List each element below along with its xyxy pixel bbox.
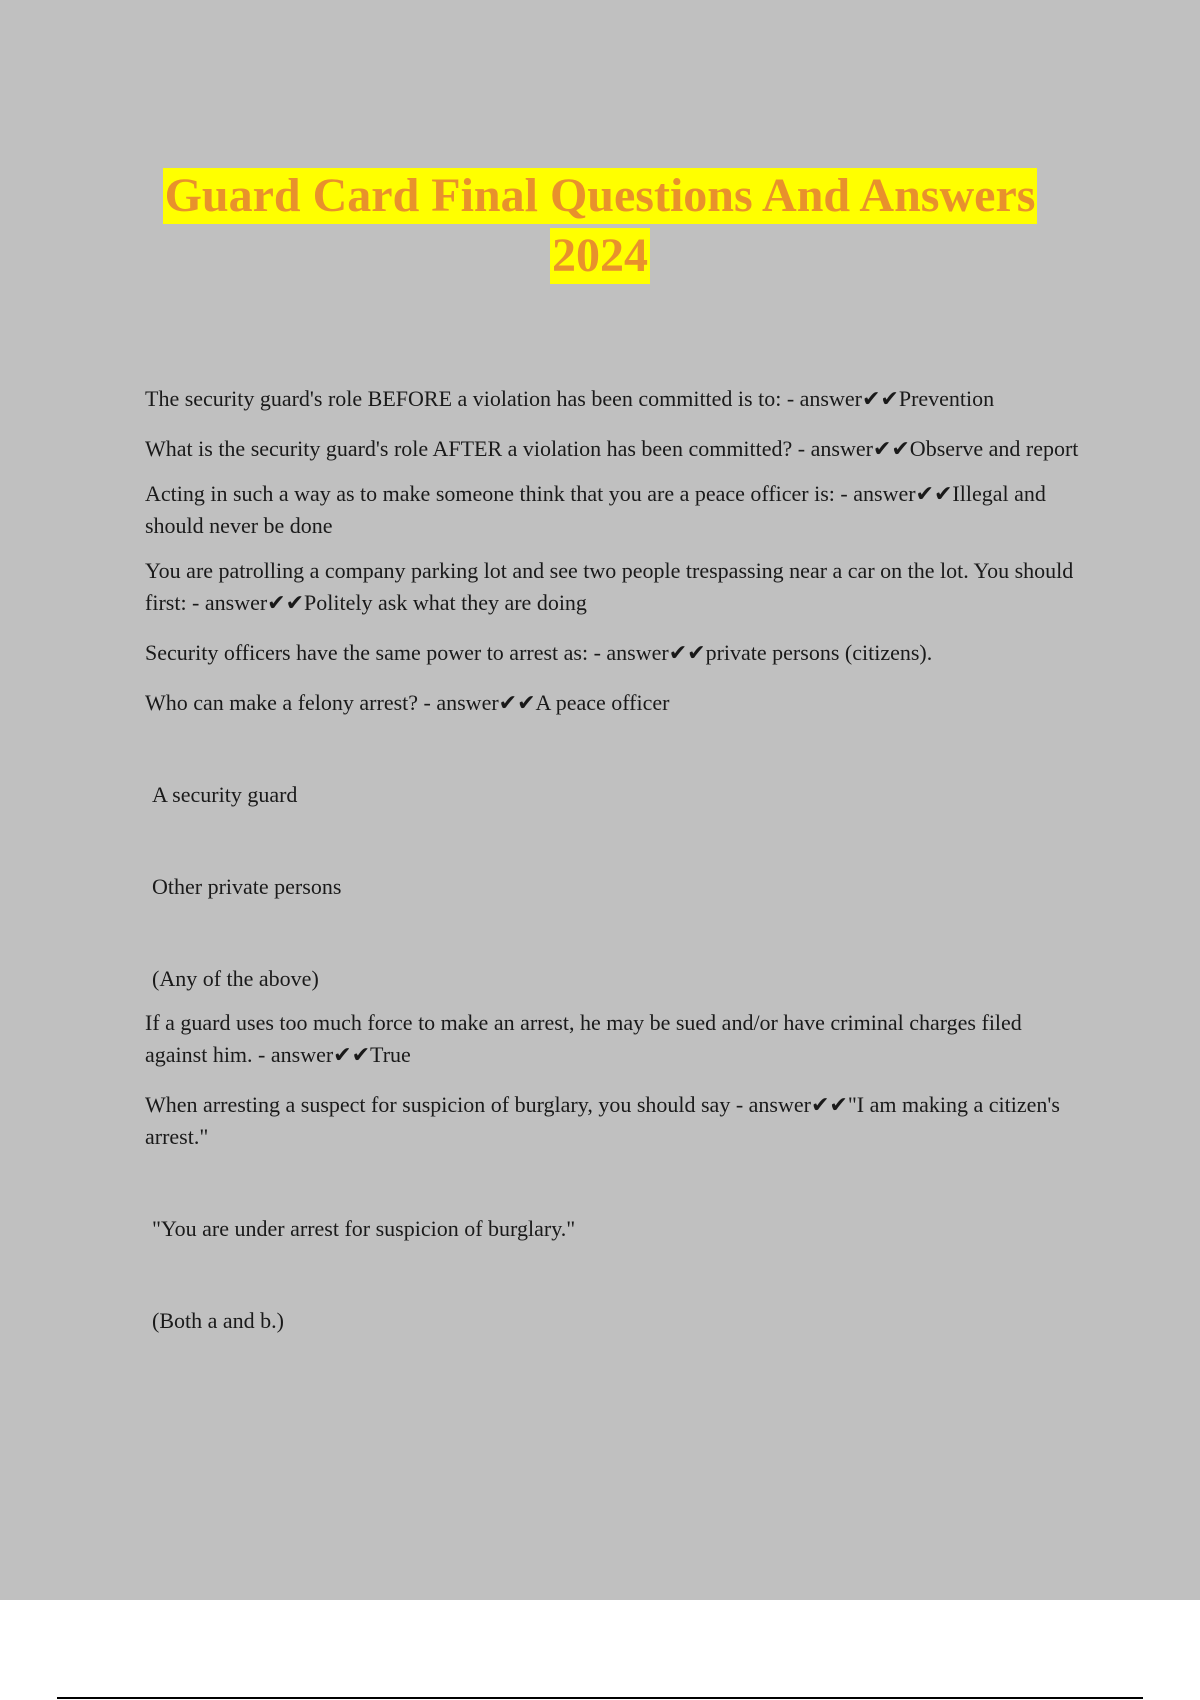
qa-item: If a guard uses too much force to make an arrest, he may be sued and/or have criminal charges filed against him. - answer✔✔True bbox=[145, 1010, 1022, 1067]
answer-option: A security guard bbox=[152, 782, 298, 807]
qa-item: Acting in such a way as to make someone think that you are a peace officer is: - answer✔✔Illegal and should never be done bbox=[145, 481, 1046, 538]
qa-item: What is the security guard's role AFTER a violation has been committed? - answer✔✔Observe and report bbox=[145, 436, 1079, 461]
qa-item: Who can make a felony arrest? - answer✔✔A peace officer bbox=[145, 690, 670, 715]
qa-item: The security guard's role BEFORE a violation has been committed is to: - answer✔✔Prevention bbox=[145, 386, 995, 411]
title-line-2: 2024 bbox=[552, 229, 648, 282]
answer-option: Other private persons bbox=[152, 874, 342, 899]
document-body bbox=[145, 383, 1085, 1337]
qa-item: When arresting a suspect for suspicion of burglary, you should say - answer✔✔"I am making a citizen's arrest." bbox=[145, 1092, 1060, 1149]
answer-option: (Any of the above) bbox=[152, 966, 319, 991]
answer-option: (Both a and b.) bbox=[152, 1308, 284, 1333]
footer-divider bbox=[57, 1697, 1143, 1699]
answer-option: "You are under arrest for suspicion of burglary." bbox=[152, 1216, 576, 1241]
document-title bbox=[0, 168, 1200, 284]
qa-item: You are patrolling a company parking lot and see two people trespassing near a car on the lot. You should first: - answer✔✔Politely ask what they are doing bbox=[145, 558, 1074, 615]
title-line-1: Guard Card Final Questions And Answers bbox=[164, 169, 1036, 222]
qa-item: Security officers have the same power to arrest as: - answer✔✔private persons (citizens). bbox=[145, 640, 933, 665]
